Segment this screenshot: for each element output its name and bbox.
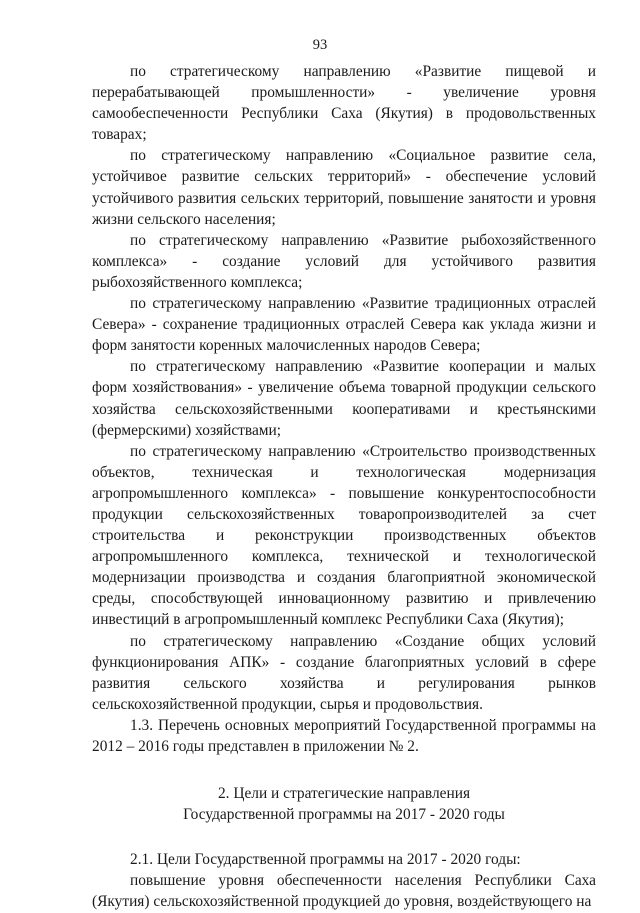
page-number: 93 xyxy=(312,37,328,53)
paragraph-goal: повышение уровня обеспеченности населения Республики Саха (Якутия) сельскохозяйственной продукцией до уровня, воздействующего на xyxy=(92,872,596,911)
paragraph-rural-development: по стратегическому направлению «Социальное развитие села, устойчивое развитие сельских территорий» - обеспечение условий устойчивого развития сельских территорий, повышение занятости и уровня жизни сельского населения; xyxy=(92,147,596,228)
section-spacer xyxy=(92,757,596,783)
paragraph-main-measures: 1.3. Перечень основных мероприятий Государственной программы на 2012 – 2016 годы представлен в приложении № 2. xyxy=(92,716,596,755)
subsection-heading: 2.1. Цели Государственной программы на 2017 - 2020 годы: xyxy=(130,851,521,869)
paragraph-north-traditions: по стратегическому направлению «Развитие традиционных отраслей Севера» - сохранение традиционных отраслей Севера как уклада жизни и форм занятости коренных малочисленных народов Севера; xyxy=(92,295,596,355)
paragraph-food-processing: по стратегическому направлению «Развитие пищевой и перерабатывающей промышленности» - увеличение уровня самообеспеченности Республики Саха (Якутия) в продовольственных товарах; xyxy=(92,63,596,144)
paragraph-fishery: по стратегическому направлению «Развитие рыбохозяйственного комплекса» - создание условий для устойчивого развития рыбохозяйственного комплекса; xyxy=(92,231,596,291)
document-body xyxy=(92,61,596,913)
section-heading-line1: 2. Цели и стратегические направления xyxy=(217,785,471,803)
paragraph-construction-modernization: по стратегическому направлению «Строительство производственных объектов, техническая и технологическая модернизация агропромышленного комплекса» - повышение конкурентоспособности продукции сельскохозяйственных товаропроизводителей за счет строительства и реконструкции производственных объектов агропромышленного комплекса, технической и технологической модернизации производства и создания благоприятной экономической среды, способствующей инновационному развитию и привлечению инвестиций в агропромышленный комплекс Республики Саха (Якутия); xyxy=(92,442,596,629)
section-spacer xyxy=(92,825,596,849)
paragraph-general-conditions: по стратегическому направлению «Создание общих условий функционирования АПК» - создание благоприятных условий в сфере развития сельского хозяйства и регулирования рынков сельскохозяйственной продукции, сырья и продовольствия. xyxy=(92,632,596,713)
section-heading-line2: Государственной программы на 2017 - 2020 годы xyxy=(183,806,505,824)
paragraph-cooperation: по стратегическому направлению «Развитие кооперации и малых форм хозяйствования» - увеличение объема товарной продукции сельского хозяйства сельскохозяйственными кооперативами и крестьянскими (фермерскими) хозяйствами; xyxy=(92,358,596,439)
